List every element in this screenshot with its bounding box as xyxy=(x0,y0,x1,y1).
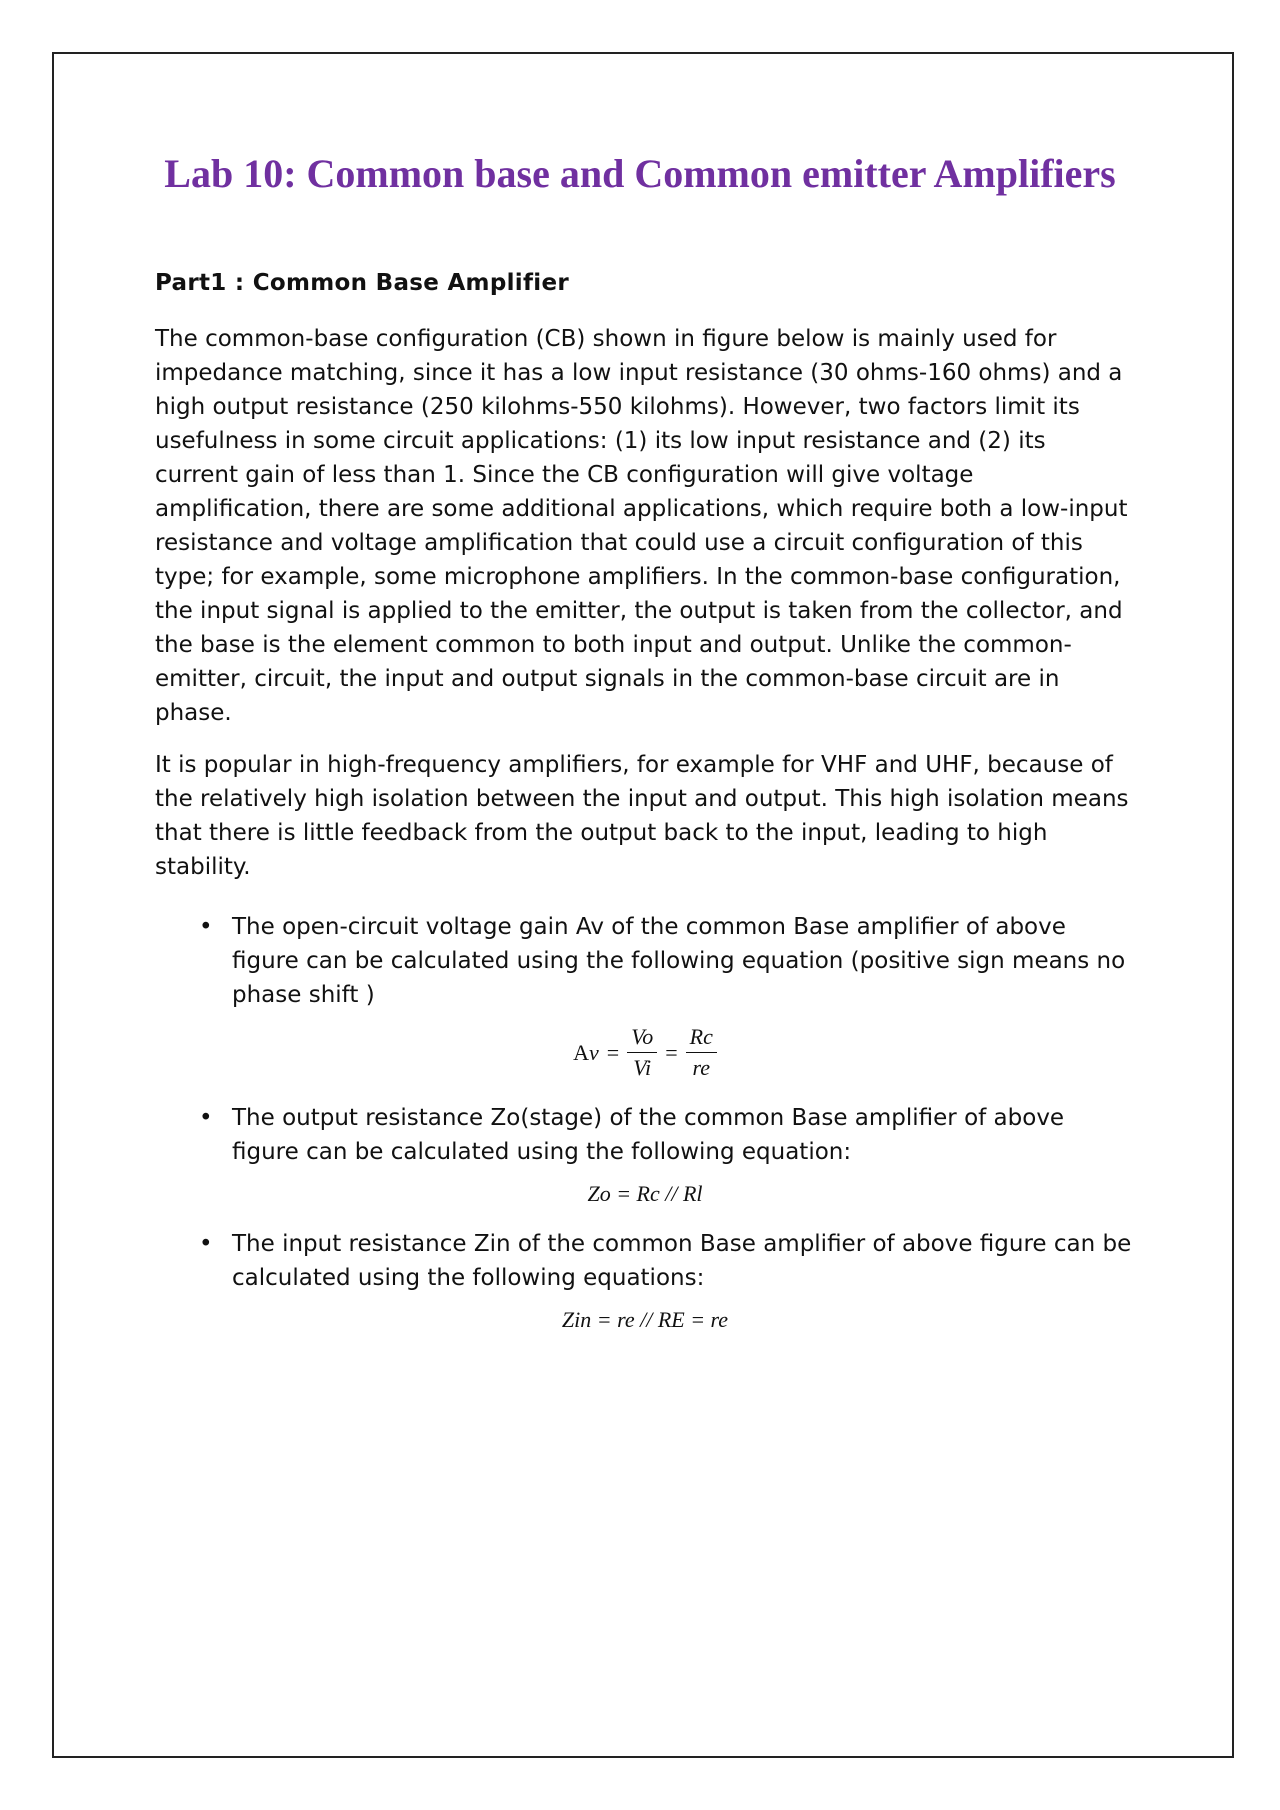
fraction-numerator: Vo xyxy=(627,1024,657,1053)
paragraph-high-frequency: It is popular in high-frequency amplifiers, for example for VHF and UHF, because of the relatively high isolation between the input and output. This high isolation means that there is little feedback from the output back to the input, leading to high stability. xyxy=(155,752,1129,880)
equation-input-resistance: Zin = re // RE = re xyxy=(561,1307,729,1332)
equals-sign: = xyxy=(606,1039,620,1065)
equation-list xyxy=(155,1101,1135,1169)
equation-list xyxy=(155,910,1135,1012)
paragraph-intro: The common-base configuration (CB) shown in figure below is mainly used for impedance matching, since it has a low input resistance (30 ohms-160 ohms) and a high output resistance (250 kilohms-550 kilohms). However, two factors limit its usefulness in some circuit applications: (1) its low input resistance and (2) its current gain of less than 1. Since the CB configuration will give voltage amplification, there are some additional applications, which require both a low-input resistance and voltage amplification that could use a circuit configuration of this type; for example, some microphone amplifiers. In the common-base configuration, the input signal is applied to the emitter, the output is taken from the collector, and the base is the element common to both input and output. Unlike the common-emitter, circuit, the input and output signals in the common-base circuit are in phase. xyxy=(155,326,1128,726)
voltage-gain-text: The open-circuit voltage gain Av of the common Base amplifier of above figure can be calculated using the following equation (positive sign means no phase shift ) xyxy=(232,914,1126,1008)
fraction-vo-vi xyxy=(627,1024,657,1081)
equation-lhs: Av xyxy=(573,1039,599,1065)
bullet-icon: • xyxy=(199,1231,213,1257)
list-item-input-resistance xyxy=(155,1227,1135,1295)
fraction-rc-re xyxy=(686,1024,717,1081)
input-resistance-text: The input resistance Zin of the common Base amplifier of above figure can be calculated using the following equations: xyxy=(232,1231,1132,1291)
section-heading: Part1 : Common Base Amplifier xyxy=(155,270,569,296)
bullet-icon: • xyxy=(199,1105,213,1131)
equation-output-resistance: Zo = Rc // Rl xyxy=(587,1181,703,1206)
output-resistance-text: The output resistance Zo(stage) of the common Base amplifier of above figure can be calculated using the following equation: xyxy=(232,1105,1065,1165)
document-body xyxy=(155,270,1135,1353)
fraction-denominator: Vi xyxy=(633,1055,652,1080)
fraction-numerator: Rc xyxy=(686,1024,717,1053)
fraction-denominator: re xyxy=(692,1055,710,1080)
equation-voltage-gain xyxy=(155,1024,1135,1081)
equation-list xyxy=(155,1227,1135,1295)
list-item-voltage-gain xyxy=(155,910,1135,1012)
list-item-output-resistance xyxy=(155,1101,1135,1169)
equals-sign: = xyxy=(665,1039,678,1065)
bullet-icon: • xyxy=(199,914,213,940)
page-title: Lab 10: Common base and Common emitter Amplifiers xyxy=(164,151,1116,196)
